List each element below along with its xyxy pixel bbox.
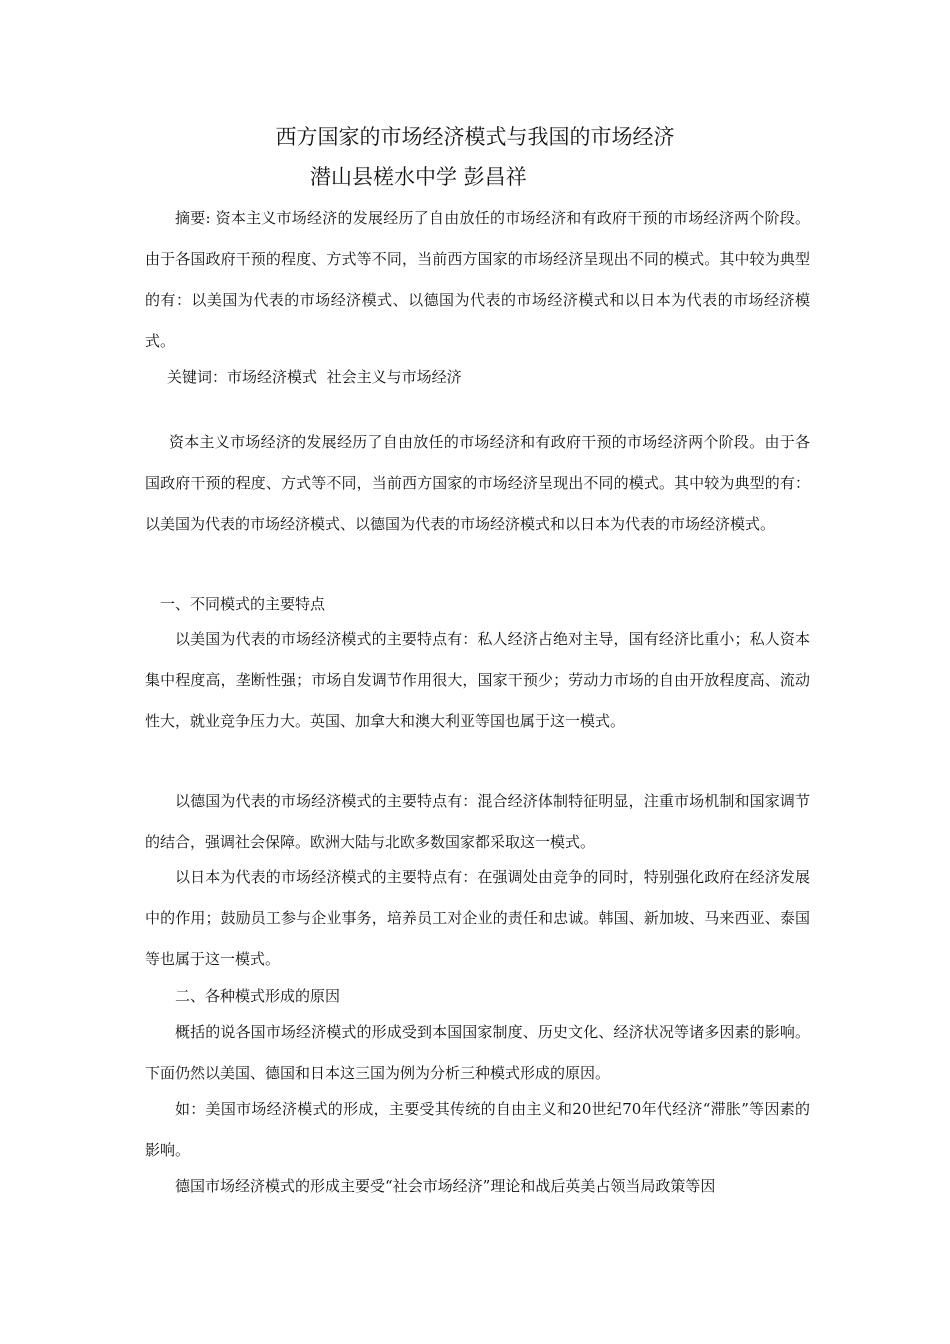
section2-paragraph: 概括的说各国市场经济模式的形成受到本国国家制度、历史文化、经济状况等诸多因素的影响。下面仍然以美国、德国和日本这三国为例为分析三种模式形成的原因。 xyxy=(145,1023,810,1082)
intro-paragraph: 资本主义市场经济的发展经历了自由放任的市场经济和有政府干预的市场经济两个阶段。由于各国政府干预的程度、方式等不同，当前西方国家的市场经济呈现出不同的模式。其中较为典型的有：以美国为代表的市场经济模式、以德国为代表的市场经济模式和以日本为代表的市场经济模式。 xyxy=(145,433,810,533)
keyword-item: 社会主义与市场经济 xyxy=(326,368,462,386)
section-heading-1: 一、不同模式的主要特点 xyxy=(160,595,326,613)
section1-paragraph: 以德国为代表的市场经济模式的主要特点有：混合经济体制特征明显，注重市场机制和国家调节的结合，强调社会保障。欧洲大陆与北欧多数国家都采取这一模式。 xyxy=(145,792,810,851)
section-heading-2: 二、各种模式形成的原因 xyxy=(175,987,341,1005)
keyword-item: 市场经济模式 xyxy=(227,368,318,386)
section1-paragraph: 以美国为代表的市场经济模式的主要特点有：私人经济占绝对主导，国有经济比重小；私人资本集中程度高，垄断性强；市场自发调节作用很大，国家干预少；劳动力市场的自由开放程度高、流动性大，就业竞争压力大。英国、加拿大和澳大利亚等国也属于这一模式。 xyxy=(145,630,810,730)
section2-paragraph: 德国市场经济模式的形成主要受“社会市场经济”理论和战后英美占领当局政策等因 xyxy=(175,1177,716,1195)
document-title: 西方国家的市场经济模式与我国的市场经济 xyxy=(275,125,675,149)
keywords-line xyxy=(167,357,832,398)
section2-paragraph: 如：美国市场经济模式的形成，主要受其传统的自由主义和20世纪70年代经济“滞胀”等因素的影响。 xyxy=(145,1100,810,1159)
section1-paragraph: 以日本为代表的市场经济模式的主要特点有：在强调处由竞争的同时，特别强化政府在经济发展中的作用；鼓励员工参与企业事务，培养员工对企业的责任和忠诚。韩国、新加坡、马来西亚、泰国等也属于这一模式。 xyxy=(145,868,810,968)
keywords-label: 关键词： xyxy=(167,368,228,386)
abstract-paragraph: 摘要: 资本主义市场经济的发展经历了自由放任的市场经济和有政府干预的市场经济两个阶段。由于各国政府干预的程度、方式等不同，当前西方国家的市场经济呈现出不同的模式。其中较为典型的有：以美国为代表的市场经济模式、以德国为代表的市场经济模式和以日本为代表的市场经济模式。 xyxy=(145,209,810,350)
author-line: 潜山县槎水中学 彭昌祥 xyxy=(310,165,527,189)
